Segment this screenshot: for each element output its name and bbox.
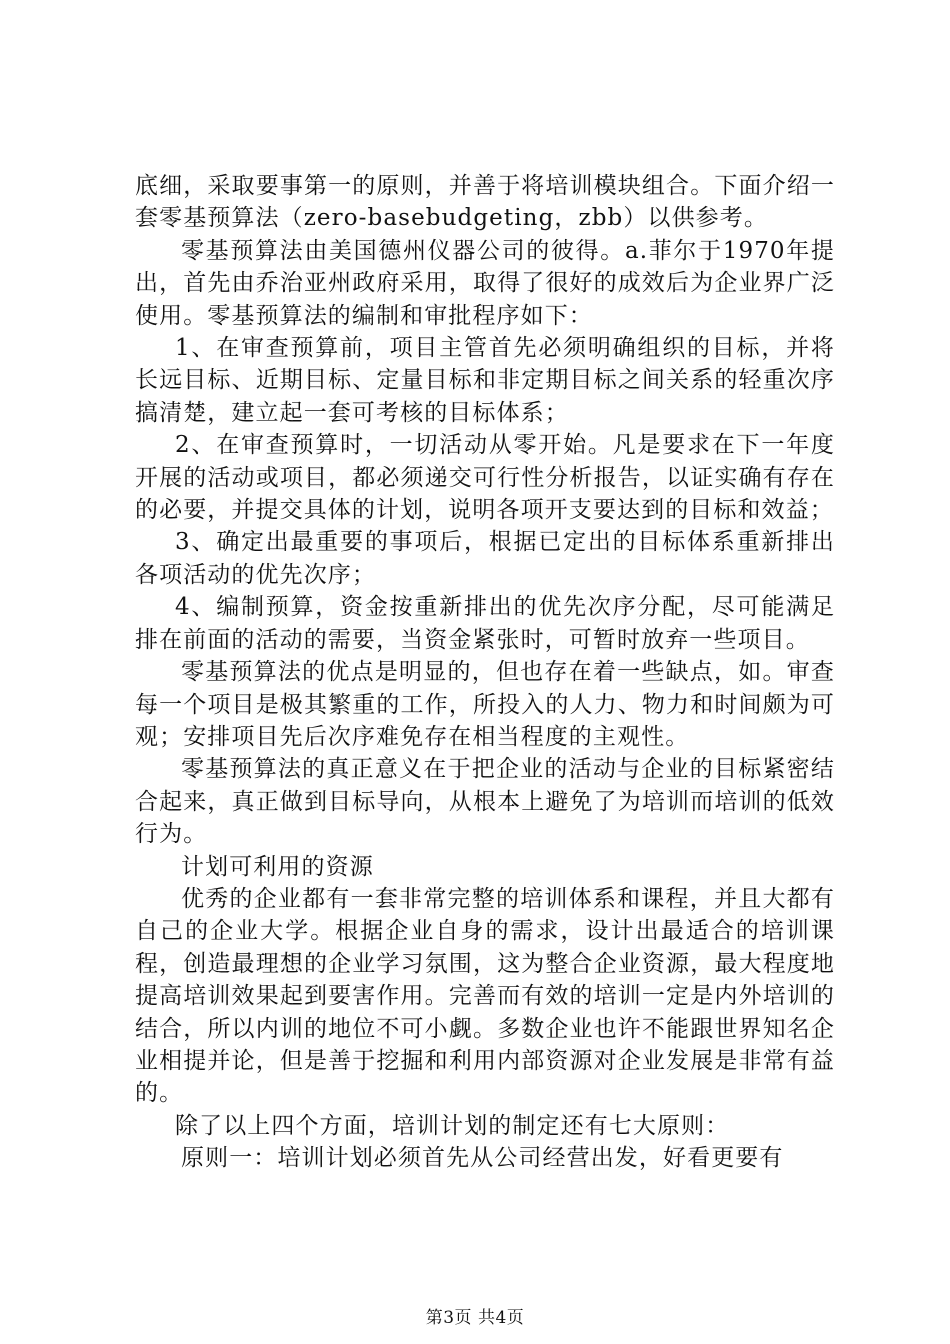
section-heading-resources: 计划可利用的资源: [181, 853, 374, 880]
paragraph-principle-1: 原则一：培训计划必须首先从公司经营出发，好看更要有: [181, 1145, 784, 1172]
paragraph-step-4: 4、编制预算，资金按重新排出的优先次序分配，尽可能满足排在前面的活动的需要，当资金紧张时，可暂时放弃一些项目。: [135, 594, 835, 653]
page-footer: 第3页 共4页: [425, 1308, 525, 1328]
document-body: [135, 170, 835, 1175]
paragraph-step-2: 2、在审查预算时，一切活动从零开始。凡是要求在下一年度开展的活动或项目，都必须递交可行性分析报告，以证实确有存在的必要，并提交具体的计划，说明各项开支要达到的目标和效益；: [135, 432, 835, 524]
paragraph-zbb-pros-cons: 零基预算法的优点是明显的，但也存在着一些缺点，如。审查每一个项目是极其繁重的工作，所投入的人力、物力和时间颇为可观；安排项目先后次序难免存在相当程度的主观性。: [135, 659, 835, 750]
paragraph-step-1: 1、在审查预算前，项目主管首先必须明确组织的目标，并将长远目标、近期目标、定量目标和非定期目标之间关系的轻重次序搞清楚，建立起一套可考核的目标体系；: [135, 335, 835, 426]
paragraph-continuation: 底细，采取要事第一的原则，并善于将培训模块组合。下面介绍一套零基预算法（zero-basebudgeting，zbb）以供参考。: [135, 173, 835, 232]
paragraph-resources: 优秀的企业都有一套非常完整的培训体系和课程，并且大都有自己的企业大学。根据企业自身的需求，设计出最适合的培训课程，创造最理想的企业学习氛围，这为整合企业资源，最大程度地提高培训效果起到要害作用。完善而有效的培训一定是内外培训的结合，所以内训的地位不可小觑。多数企业也许不能跟世界知名企业相提并论，但是善于挖掘和利用内部资源对企业发展是非常有益的。: [135, 885, 835, 1107]
paragraph-zbb-meaning: 零基预算法的真正意义在于把企业的活动与企业的目标紧密结合起来，真正做到目标导向，从根本上避免了为培训而培训的低效行为。: [135, 756, 835, 848]
paragraph-zbb-origin: 零基预算法由美国德州仪器公司的彼得。a.菲尔于1970年提出，首先由乔治亚州政府采用，取得了很好的成效后为企业界广泛使用。零基预算法的编制和审批程序如下：: [135, 237, 835, 329]
paragraph-seven-principles: 除了以上四个方面，培训计划的制定还有七大原则：: [175, 1112, 730, 1139]
paragraph-step-3: 3、确定出最重要的事项后，根据已定出的目标体系重新排出各项活动的优先次序；: [135, 529, 835, 588]
